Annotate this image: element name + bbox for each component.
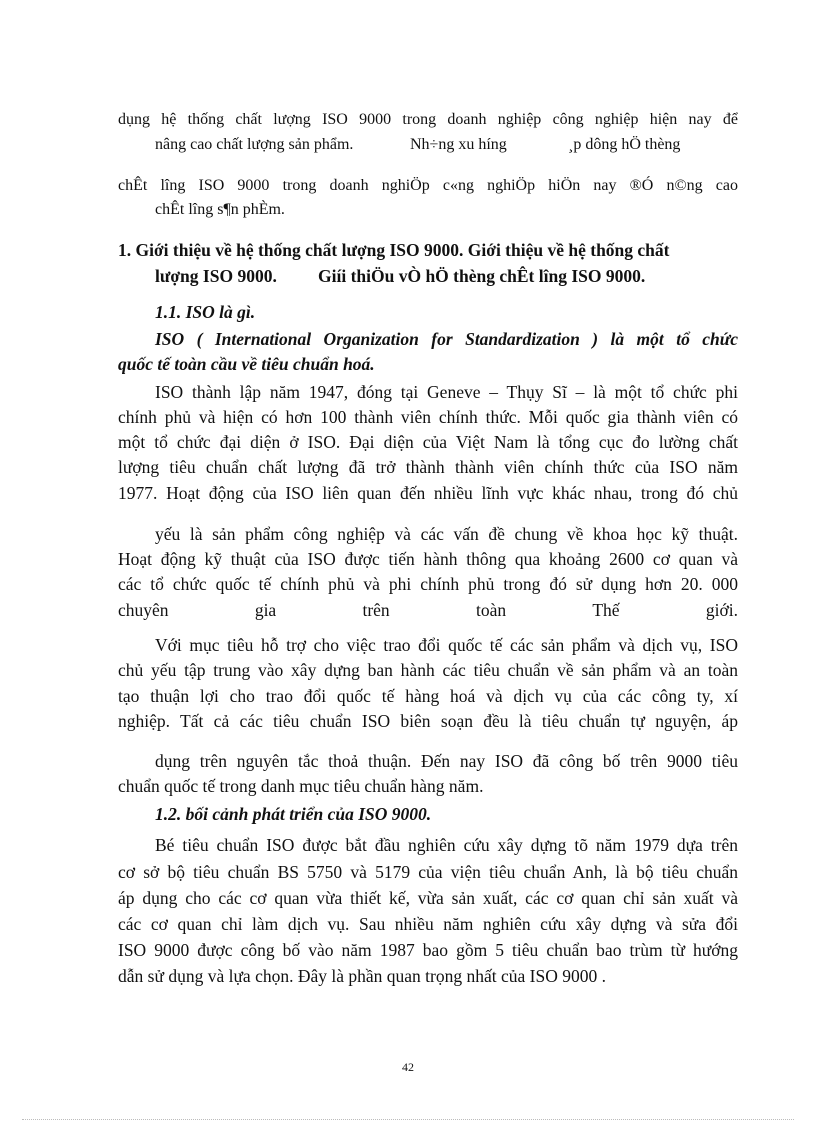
paragraph-line: tạo thuận lợi cho trao đổi quốc tế hàng hoá và dịch vụ của các công ty, xí bbox=[118, 686, 738, 706]
word: chuyên bbox=[118, 600, 169, 620]
paragraph-line: nghiệp. Tất cả các tiêu chuẩn ISO biên soạn đều là tiêu chuẩn tự nguyện, áp bbox=[118, 711, 738, 731]
page-number: 42 bbox=[402, 1060, 414, 1074]
intro-line: Nh÷ng xu híng bbox=[410, 136, 507, 153]
word: toàn bbox=[475, 600, 507, 620]
paragraph-line: lượng tiêu chuẩn chất lượng đã trở thành thành viên chính thức của ISO năm bbox=[118, 457, 738, 477]
paragraph-line: áp dụng cho các cơ quan vừa thiết kế, vừa sản xuất, các cơ quan chỉ sản xuất và bbox=[118, 888, 738, 908]
paragraph-line: các tổ chức quốc tế chính phủ và phi chính phủ trong đó sử dụng hơn 20. 000 bbox=[118, 574, 738, 594]
paragraph-line: Bé tiêu chuẩn ISO được bắt đầu nghiên cứu xây dựng tõ năm 1979 dựa trên bbox=[155, 835, 738, 855]
intro-line: dụng hệ thống chất lượng ISO 9000 trong doanh nghiệp công nghiệp hiện nay để bbox=[118, 111, 738, 128]
iso-definition: ISO ( International Organization for Standardization ) là một tổ chức bbox=[155, 329, 738, 349]
page-bottom-rule bbox=[22, 1119, 794, 1120]
paragraph-line: Hoạt động kỹ thuật của ISO được tiến hành thông qua khoảng 2600 cơ quan và bbox=[118, 549, 738, 569]
word: Thế bbox=[592, 600, 620, 620]
word: giới. bbox=[705, 600, 738, 620]
paragraph-line-spread bbox=[118, 598, 738, 622]
heading-1-1: 1.1. ISO là gì. bbox=[155, 302, 256, 322]
intro-line: nâng cao chất lượng sản phẩm. bbox=[155, 136, 354, 153]
paragraph-line: chủ yếu tập trung vào xây dựng ban hành các tiêu chuẩn về sản phẩm và an toàn bbox=[118, 660, 738, 680]
paragraph-line: ISO 9000 được công bố vào năm 1987 bao gồm 5 tiêu chuẩn bao trùm từ hướng bbox=[118, 940, 738, 960]
intro-line: chÊt lîng s¶n phÈm. bbox=[155, 201, 285, 218]
intro-line: chÊt lîng ISO 9000 trong doanh nghiÖp c«ng nghiÖp hiÖn nay ®Ó n©ng cao bbox=[118, 177, 738, 194]
paragraph-line: một tổ chức đại diện ở ISO. Đại diện của Việt Nam là tổng cục đo lường chất bbox=[118, 432, 738, 452]
heading-1-line-2: lượng ISO 9000. bbox=[155, 266, 277, 286]
paragraph-line: yếu là sản phẩm công nghiệp và các vấn đề chung về khoa học kỹ thuật. bbox=[155, 524, 738, 544]
word: gia bbox=[254, 600, 277, 620]
word: trên bbox=[362, 600, 390, 620]
paragraph-line: chính phủ và hiện có hơn 100 thành viên chính thức. Mỗi quốc gia thành viên có bbox=[118, 407, 738, 427]
paragraph-line: Với mục tiêu hỗ trợ cho việc trao đổi quốc tế các sản phẩm và dịch vụ, ISO bbox=[155, 635, 738, 655]
heading-1: 1. Giới thiệu về hệ thống chất lượng ISO 9000. Giới thiệu về hệ thống chất bbox=[118, 240, 670, 260]
paragraph-line: cơ sở bộ tiêu chuẩn BS 5750 và 5179 của viện tiêu chuẩn Anh, là bộ tiêu chuẩn bbox=[118, 862, 738, 882]
paragraph-line: các cơ quan chỉ làm dịch vụ. Sau nhiều năm nghiên cứu xây dựng và sửa đổi bbox=[118, 914, 738, 934]
paragraph-line: chuẩn quốc tế trong danh mục tiêu chuẩn hàng năm. bbox=[118, 776, 484, 796]
heading-1-legacy: Giíi thiÖu vÒ hÖ thèng chÊt lîng ISO 9000. bbox=[318, 266, 646, 286]
intro-line: ¸p dông hÖ thèng bbox=[568, 136, 681, 153]
paragraph-line: dụng trên nguyên tắc thoả thuận. Đến nay ISO đã công bố trên 9000 tiêu bbox=[155, 751, 738, 771]
paragraph-line: dẫn sử dụng và lựa chọn. Đây là phần quan trọng nhất của ISO 9000 . bbox=[118, 966, 606, 986]
heading-1-2: 1.2. bối cảnh phát triển của ISO 9000. bbox=[155, 804, 432, 824]
paragraph-line: 1977. Hoạt động của ISO liên quan đến nhiều lĩnh vực khác nhau, trong đó chủ bbox=[118, 483, 738, 503]
paragraph-line: ISO thành lập năm 1947, đóng tại Geneve – Thụy Sĩ – là một tổ chức phi bbox=[155, 382, 738, 402]
iso-definition: quốc tế toàn cầu về tiêu chuẩn hoá. bbox=[118, 354, 375, 374]
